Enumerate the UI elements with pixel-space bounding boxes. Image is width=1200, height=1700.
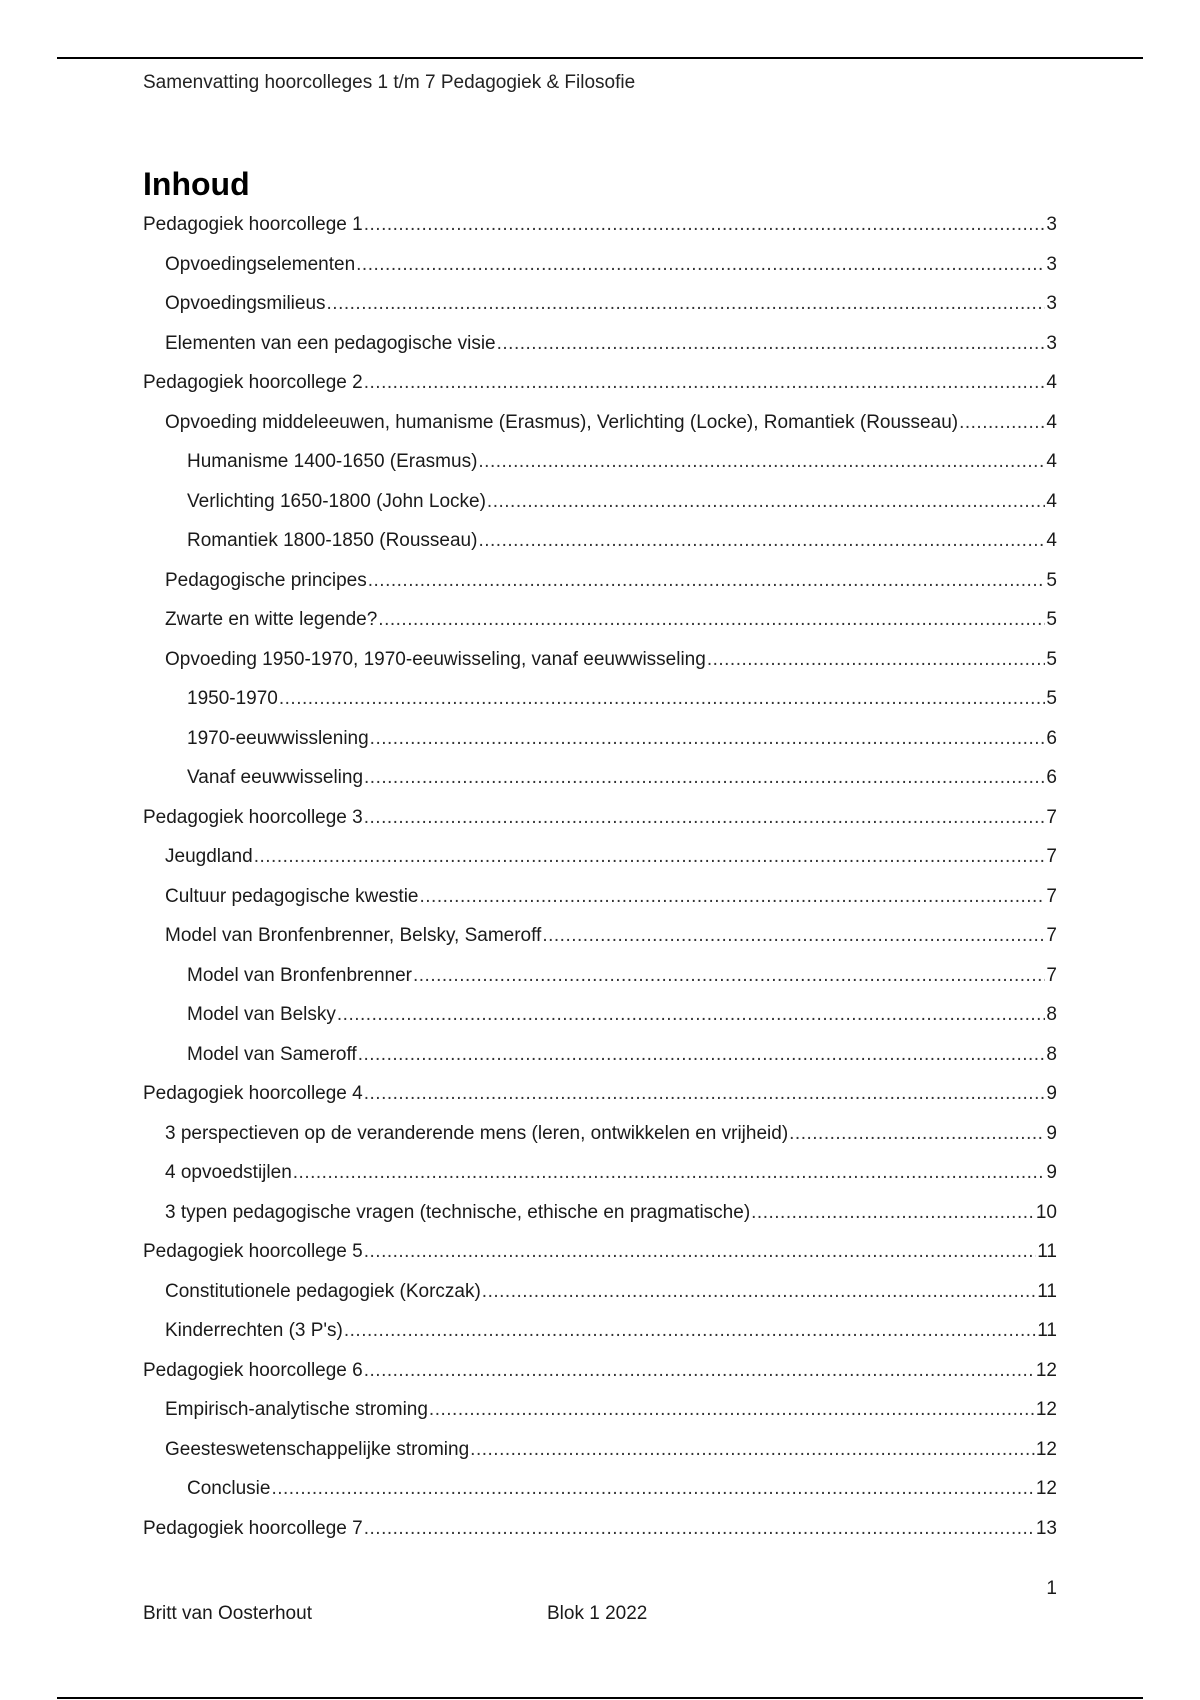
toc-entry-page: 5 — [1046, 569, 1057, 591]
toc-dot-leader — [358, 1044, 1046, 1066]
toc-entry[interactable] — [143, 1518, 1057, 1558]
toc-entry-page: 5 — [1046, 648, 1057, 670]
toc-entry-label: Empirisch-analytische stroming — [165, 1399, 428, 1420]
toc-dot-leader — [279, 688, 1046, 710]
toc-dot-leader — [482, 1281, 1036, 1303]
toc-entry-page: 4 — [1046, 411, 1057, 433]
toc-dot-leader — [364, 1360, 1035, 1382]
toc-entry-page: 12 — [1035, 1478, 1057, 1499]
toc-entry-page: 3 — [1046, 293, 1057, 314]
toc-entry[interactable] — [143, 1241, 1057, 1281]
toc-entry-page: 7 — [1046, 885, 1057, 907]
toc-entry-label: Zwarte en witte legende? — [165, 609, 378, 630]
toc-entry[interactable] — [143, 807, 1057, 847]
toc-entry-label: 3 perspectieven op de veranderende mens (leren, ontwikkelen en vrijheid) — [165, 1122, 789, 1144]
toc-dot-leader — [413, 965, 1045, 987]
toc-entry-page: 7 — [1046, 846, 1057, 867]
toc-entry-page: 9 — [1046, 1083, 1057, 1104]
toc-entry-page: 4 — [1046, 451, 1057, 472]
toc-dot-leader — [959, 412, 1045, 434]
toc-dot-leader — [327, 293, 1046, 315]
toc-dot-leader — [356, 254, 1045, 276]
toc-entry-label: Vanaf eeuwwisseling — [187, 767, 364, 788]
toc-entry-label: Opvoeding 1950-1970, 1970-eeuwisseling, vanaf eeuwwisseling — [165, 648, 706, 670]
toc-entry-page: 6 — [1046, 727, 1057, 749]
toc-dot-leader — [364, 214, 1046, 236]
toc-dot-leader — [497, 333, 1046, 355]
toc-entry[interactable] — [143, 1123, 1057, 1163]
toc-entry-label: Conclusie — [187, 1478, 271, 1499]
toc-dot-leader — [364, 1518, 1035, 1540]
toc-entry-page: 13 — [1035, 1517, 1057, 1539]
toc-entry[interactable] — [143, 925, 1057, 965]
toc-entry-page: 4 — [1046, 530, 1057, 551]
toc-dot-leader — [542, 925, 1045, 947]
toc-entry-page: 4 — [1046, 490, 1057, 512]
toc-entry-page: 7 — [1046, 806, 1057, 828]
toc-entry-label: 3 typen pedagogische vragen (technische, ethische en pragmatische) — [165, 1201, 751, 1223]
toc-entry[interactable] — [143, 412, 1057, 452]
toc-entry-label: Pedagogiek hoorcollege 7 — [143, 1517, 363, 1539]
footer-block: Blok 1 2022 — [547, 1603, 648, 1624]
toc-entry-page: 11 — [1037, 1241, 1057, 1262]
toc-dot-leader — [254, 846, 1046, 868]
toc-entry-label: 1950-1970 — [187, 688, 278, 709]
toc-dot-leader — [364, 807, 1046, 829]
toc-dot-leader — [470, 1439, 1035, 1461]
toc-dot-leader — [478, 451, 1045, 473]
toc-entry-label: Pedagogiek hoorcollege 6 — [143, 1359, 363, 1381]
toc-entry-label: Pedagogische principes — [165, 569, 367, 591]
toc-entry[interactable] — [143, 1320, 1057, 1360]
toc-entry-page: 5 — [1046, 688, 1057, 709]
toc-entry-label: Pedagogiek hoorcollege 1 — [143, 214, 363, 235]
toc-title: Inhoud — [143, 166, 250, 202]
toc-entry[interactable] — [143, 649, 1057, 689]
toc-entry[interactable] — [143, 767, 1057, 807]
toc-entry-page: 6 — [1046, 767, 1057, 788]
toc-entry[interactable] — [143, 1044, 1057, 1084]
toc-dot-leader — [344, 1320, 1036, 1342]
toc-entry-page: 5 — [1046, 609, 1057, 630]
toc-dot-leader — [364, 372, 1046, 394]
toc-entry-label: Humanisme 1400-1650 (Erasmus) — [187, 451, 478, 472]
toc-dot-leader — [293, 1162, 1046, 1184]
toc-entry-page: 12 — [1035, 1438, 1057, 1460]
toc-entry-label: Pedagogiek hoorcollege 4 — [143, 1083, 363, 1104]
toc-dot-leader — [707, 649, 1046, 671]
toc-entry[interactable] — [143, 254, 1057, 294]
toc-entry-label: Kinderrechten (3 P's) — [165, 1320, 343, 1341]
toc-entry-label: Geesteswetenschappelijke stroming — [165, 1438, 470, 1460]
toc-entry[interactable] — [143, 1281, 1057, 1321]
toc-entry-label: Model van Belsky — [187, 1004, 336, 1025]
toc-entry-label: Verlichting 1650-1800 (John Locke) — [187, 490, 486, 512]
toc-entry-label: Constitutionele pedagogiek (Korczak) — [165, 1280, 481, 1302]
toc-entry-label: Model van Bronfenbrenner — [187, 964, 412, 986]
toc-dot-leader — [271, 1478, 1034, 1500]
toc-dot-leader — [378, 609, 1045, 631]
toc-entry[interactable] — [143, 1478, 1057, 1518]
toc-entry[interactable] — [143, 1083, 1057, 1123]
toc-entry-page: 7 — [1046, 925, 1057, 946]
toc-entry-page: 12 — [1035, 1359, 1057, 1381]
toc-entry[interactable] — [143, 886, 1057, 926]
toc-entry[interactable] — [143, 530, 1057, 570]
toc-entry-label: Opvoedingsmilieus — [165, 293, 326, 314]
toc-entry[interactable] — [143, 965, 1057, 1005]
toc-entry-label: Opvoeding middeleeuwen, humanisme (Erasmus), Verlichting (Locke), Romantiek (Rousseau) — [165, 411, 959, 433]
toc-entry-page: 7 — [1046, 964, 1057, 986]
toc-dot-leader — [364, 1241, 1037, 1263]
toc-entry-page: 9 — [1046, 1162, 1057, 1183]
toc-entry-label: Model van Bronfenbrenner, Belsky, Sameroff — [165, 925, 542, 946]
toc-entry-page: 10 — [1035, 1201, 1057, 1223]
footer-rule — [57, 1697, 1143, 1699]
toc-entry-label: Cultuur pedagogische kwestie — [165, 885, 419, 907]
toc-entry[interactable] — [143, 293, 1057, 333]
toc-entry-page: 11 — [1037, 1320, 1057, 1341]
toc-entry[interactable] — [143, 688, 1057, 728]
toc-entry[interactable] — [143, 570, 1057, 610]
toc-dot-leader — [429, 1399, 1035, 1421]
toc-dot-leader — [789, 1123, 1045, 1145]
toc-entry-page: 3 — [1046, 214, 1057, 235]
toc-entry-page: 12 — [1035, 1399, 1057, 1420]
document-header: Samenvatting hoorcolleges 1 t/m 7 Pedagogiek & Filosofie — [143, 72, 636, 93]
page-number: 1 — [1046, 1578, 1057, 1599]
toc-entry[interactable] — [143, 1202, 1057, 1242]
toc-entry-label: 1970-eeuwwisslening — [187, 727, 369, 749]
toc-dot-leader — [420, 886, 1046, 908]
toc-entry[interactable] — [143, 1004, 1057, 1044]
toc-entry-label: Pedagogiek hoorcollege 5 — [143, 1241, 363, 1262]
toc-dot-leader — [487, 491, 1046, 513]
toc-entry[interactable] — [143, 333, 1057, 373]
toc-entry-page: 8 — [1046, 1004, 1057, 1025]
toc-entry-label: Elementen van een pedagogische visie — [165, 332, 496, 354]
toc-entry-label: Model van Sameroff — [187, 1043, 357, 1065]
toc-dot-leader — [751, 1202, 1035, 1224]
toc-entry[interactable] — [143, 609, 1057, 649]
toc-entry-page: 11 — [1037, 1280, 1057, 1302]
toc-entry[interactable] — [143, 728, 1057, 768]
toc-entry-page: 9 — [1046, 1122, 1057, 1144]
footer-author: Britt van Oosterhout — [143, 1603, 312, 1624]
toc-entry[interactable] — [143, 1360, 1057, 1400]
toc-entry[interactable] — [143, 372, 1057, 412]
toc-dot-leader — [368, 570, 1046, 592]
toc-entry-page: 8 — [1046, 1043, 1057, 1065]
toc-dot-leader — [370, 728, 1046, 750]
toc-entry[interactable] — [143, 451, 1057, 491]
header-rule — [57, 57, 1143, 59]
toc-entry[interactable] — [143, 491, 1057, 531]
toc-entry[interactable] — [143, 214, 1057, 254]
toc-entry-page: 3 — [1046, 253, 1057, 275]
toc-entry-page: 3 — [1046, 332, 1057, 354]
toc-entry-label: Romantiek 1800-1850 (Rousseau) — [187, 530, 478, 551]
toc-dot-leader — [478, 530, 1045, 552]
toc-entry-label: 4 opvoedstijlen — [165, 1162, 292, 1183]
toc-entry-page: 4 — [1046, 372, 1057, 393]
toc-entry[interactable] — [143, 1162, 1057, 1202]
toc-entry-label: Opvoedingselementen — [165, 253, 356, 275]
toc-dot-leader — [364, 1083, 1046, 1105]
toc-dot-leader — [364, 767, 1045, 789]
table-of-contents — [143, 214, 1057, 1557]
toc-entry-label: Jeugdland — [165, 846, 253, 867]
toc-entry[interactable] — [143, 846, 1057, 886]
toc-dot-leader — [337, 1004, 1046, 1026]
toc-entry-label: Pedagogiek hoorcollege 2 — [143, 372, 363, 393]
toc-entry[interactable] — [143, 1439, 1057, 1479]
toc-entry-label: Pedagogiek hoorcollege 3 — [143, 806, 363, 828]
toc-entry[interactable] — [143, 1399, 1057, 1439]
